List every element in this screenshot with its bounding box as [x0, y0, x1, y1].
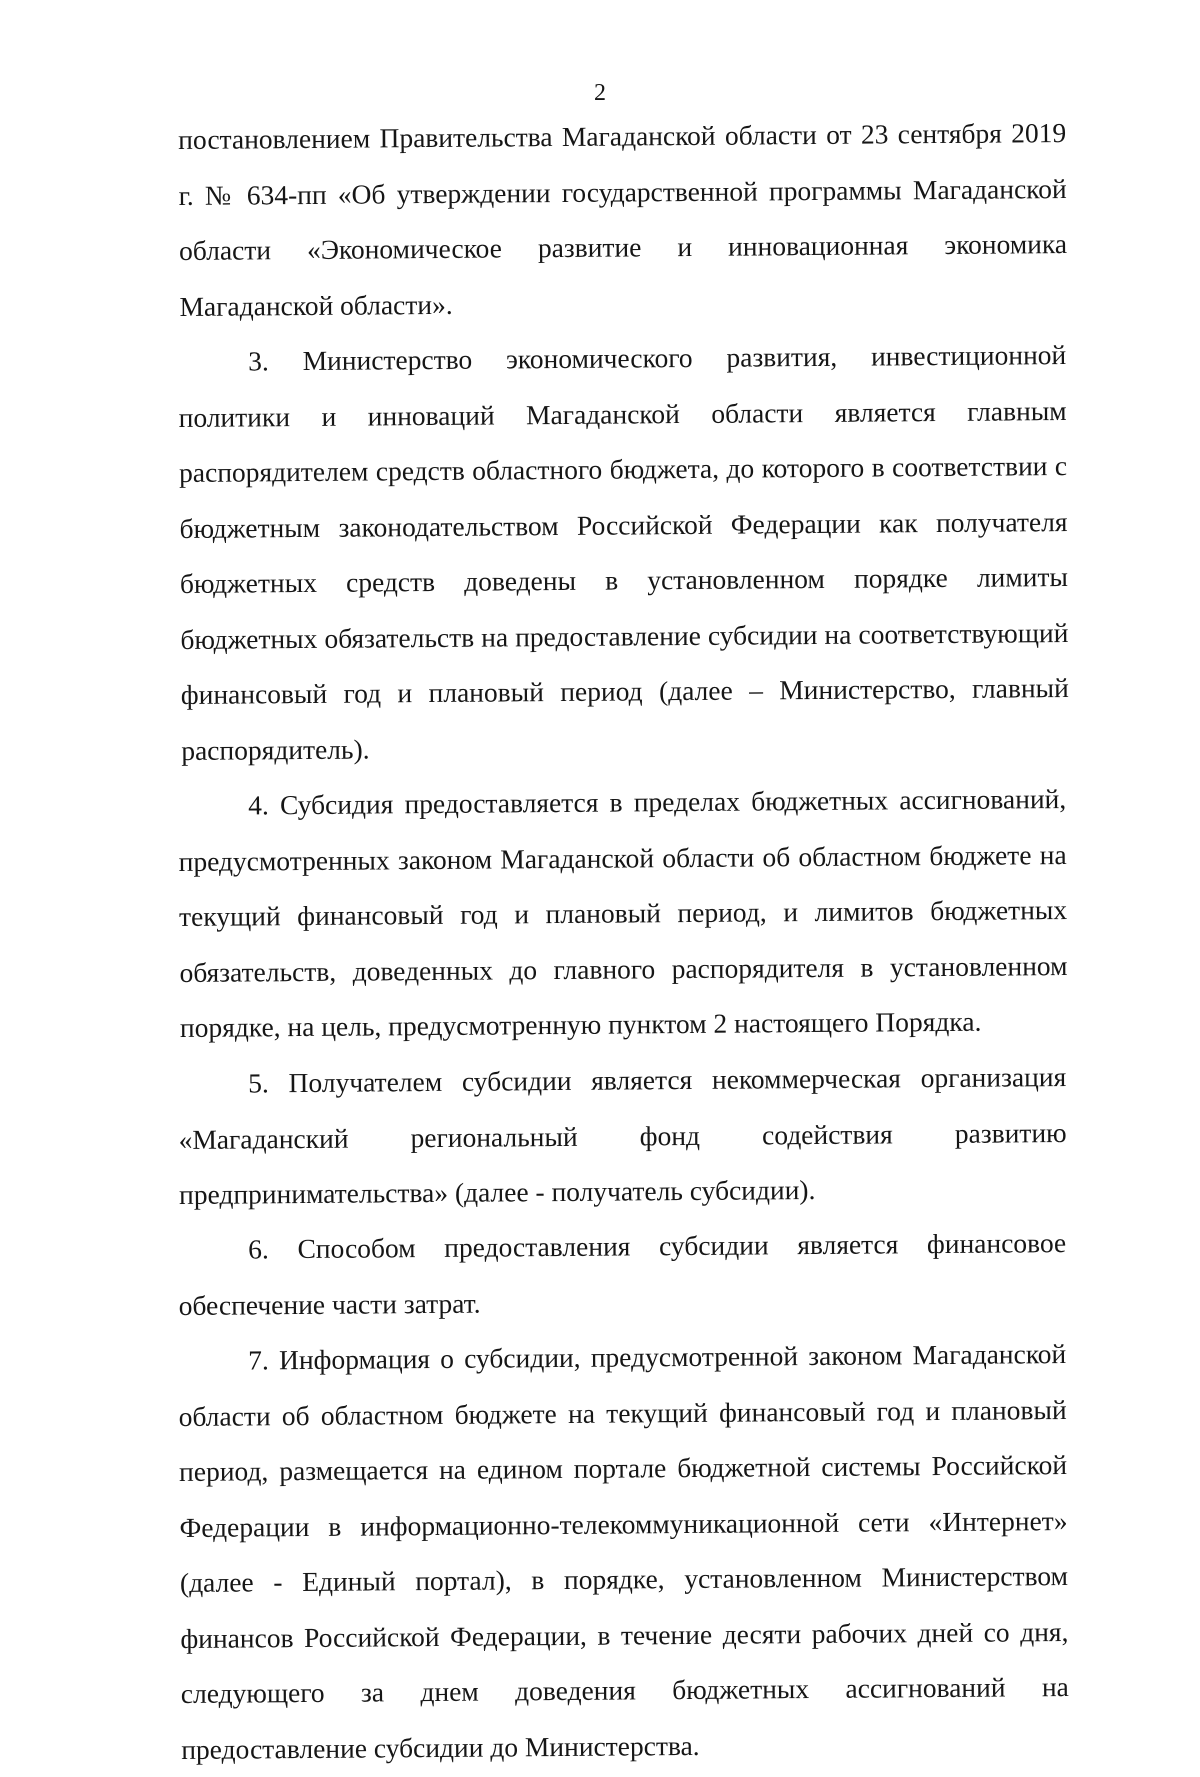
document-body — [178, 112, 1069, 1777]
paragraph-item-5: 5. Получателем субсидии является некоммерческая организация «Магаданский региональный фонд содействия развитию предпринимательства» (далее - получатель субсидии). — [178, 1060, 1067, 1210]
paragraph-continuation: постановлением Правительства Магаданской области от 23 сентября 2019 г. № 634-пп «Об утверждении государственной программы Магаданской области «Экономическое развитие и инновационная экономика Магаданской области». — [178, 117, 1068, 322]
paragraph-item-7: 7. Информация о субсидии, предусмотренной законом Магаданской области об областном бюджете на текущий финансовый год и плановый период, размещается на едином портале бюджетной системы Российской Федерации в информационно-телекоммуникационной сети «Интернет» (далее - Единый портал), в порядке, установленном Министерством финансов Российской Федерации, в течение десяти рабочих дней со дня, следующего за днем доведения бюджетных ассигнований на предоставление субсидии до Министерства. — [178, 1338, 1069, 1765]
paragraph-item-4: 4. Субсидия предоставляется в пределах бюджетных ассигнований, предусмотренных законом Магаданской области об областном бюджете на текущий финансовый год и плановый период, и лимитов бюджетных обязательств, доведенных до главного распорядителя в установленном порядке, на цель, предусмотренную пунктом 2 настоящего Порядка. — [178, 783, 1068, 1043]
paragraph-item-3: 3. Министерство экономического развития, инвестиционной политики и инноваций Магаданской области является главным распорядителем средств областного бюджета, до которого в соответствии с бюджетным законодательством Российской Федерации как получателя бюджетных средств доведены в установленном порядке лимиты бюджетных обязательств на предоставление субсидии на соответствующий финансовый год и плановый период (далее – Министерство, главный распорядитель). — [178, 339, 1069, 766]
paragraph-item-6: 6. Способом предоставления субсидии является финансовое обеспечение части затрат. — [178, 1227, 1067, 1321]
page-number: 2 — [594, 80, 606, 106]
